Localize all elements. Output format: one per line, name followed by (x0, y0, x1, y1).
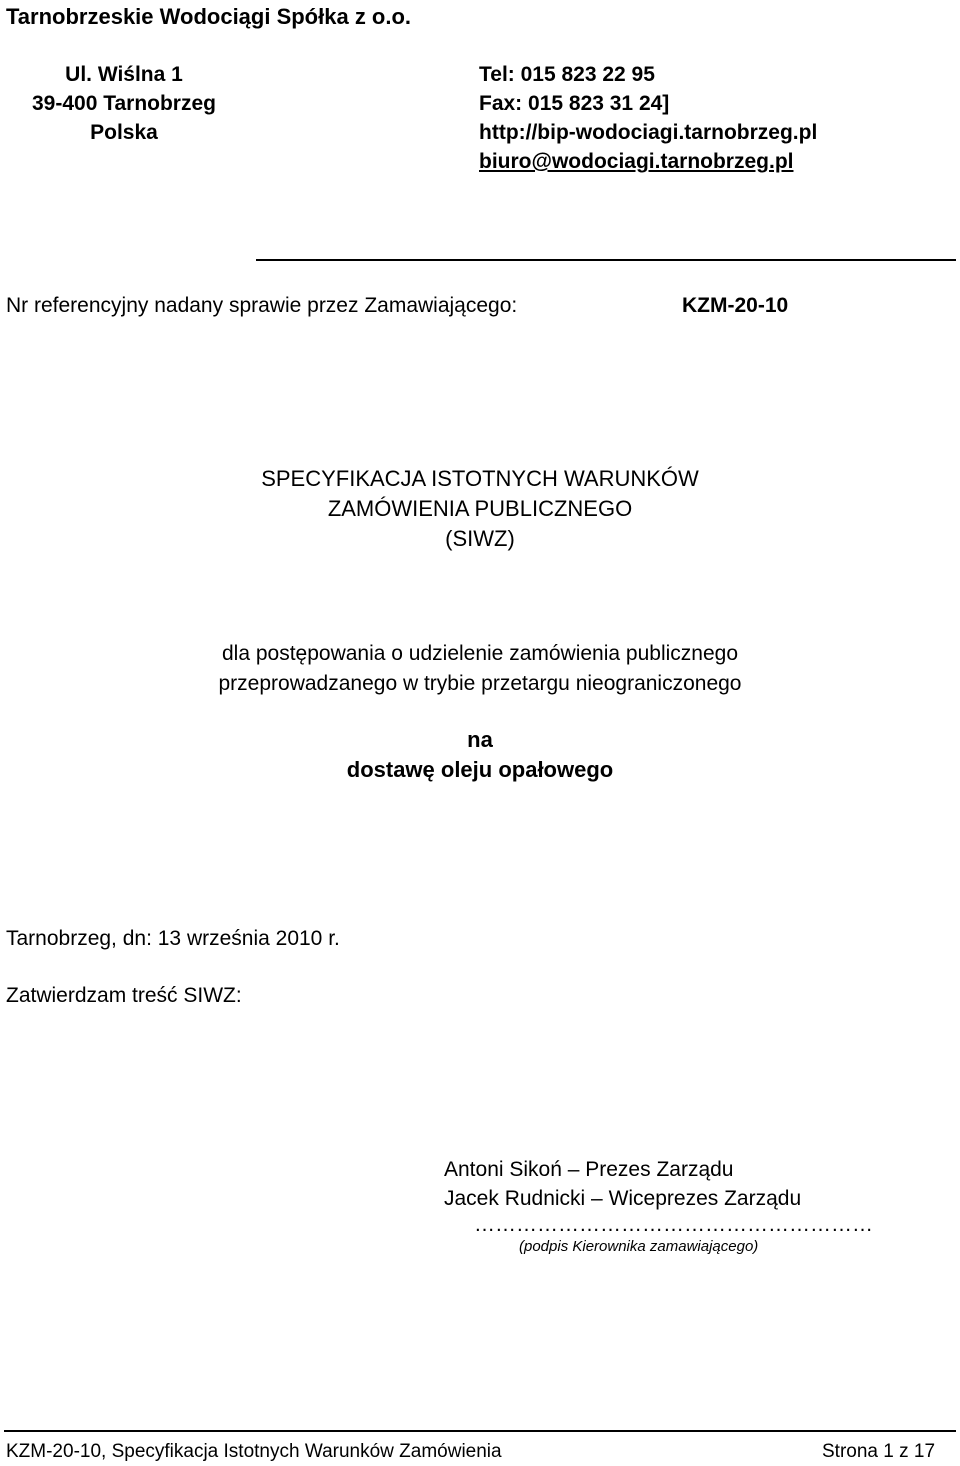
signatories (444, 1155, 801, 1213)
signatory-vice-president: Jacek Rudnicki – Wiceprezes Zarządu (444, 1187, 802, 1210)
address-street: Ul. Wiślna 1 (65, 63, 183, 86)
footer-divider (4, 1430, 956, 1432)
subject-line-2: dostawę oleju opałowego (346, 757, 614, 782)
document-date: Tarnobrzeg, dn: 13 września 2010 r. (6, 927, 340, 950)
subject-line-1: na (467, 727, 493, 752)
footer-page-number: Strona 1 z 17 (822, 1441, 936, 1462)
signature-caption: (podpis Kierownika zamawiającego) (519, 1238, 759, 1255)
address-city: 39-400 Tarnobrzeg (31, 92, 216, 115)
signatory-president: Antoni Sikoń – Prezes Zarządu (444, 1158, 734, 1181)
contact-tel: Tel: 015 823 22 95 (479, 63, 655, 86)
reference-label: Nr referencyjny nadany sprawie przez Zamawiającego: (6, 294, 518, 317)
contact-email[interactable]: biuro@wodociagi.tarnobrzeg.pl (479, 150, 794, 173)
description-line-2: przeprowadzanego w trybie przetargu nieograniczonego (218, 672, 742, 695)
address-country: Polska (90, 121, 158, 144)
order-subject (0, 725, 960, 785)
approval-statement: Zatwierdzam treść SIWZ: (6, 984, 242, 1007)
header-divider (256, 259, 956, 261)
signature-line: ………………………………………………… (474, 1213, 873, 1236)
company-name: Tarnobrzeskie Wodociągi Spółka z o.o. (6, 4, 412, 29)
company-contact (479, 60, 817, 176)
title-line-1: SPECYFIKACJA ISTOTNYCH WARUNKÓW (261, 466, 699, 491)
contact-url[interactable]: http://bip-wodociagi.tarnobrzeg.pl (479, 121, 818, 144)
title-line-2: ZAMÓWIENIA PUBLICZNEGO (327, 496, 633, 521)
document-title (0, 464, 960, 554)
procedure-description (0, 639, 960, 699)
description-line-1: dla postępowania o udzielenie zamówienia publicznego (221, 642, 739, 665)
footer-document-name: KZM-20-10, Specyfikacja Istotnych Warunków Zamówienia (6, 1441, 502, 1462)
reference-number: KZM-20-10 (682, 294, 789, 317)
company-address (11, 60, 237, 147)
contact-fax: Fax: 015 823 31 24] (479, 92, 670, 115)
title-line-3: (SIWZ) (445, 526, 515, 551)
